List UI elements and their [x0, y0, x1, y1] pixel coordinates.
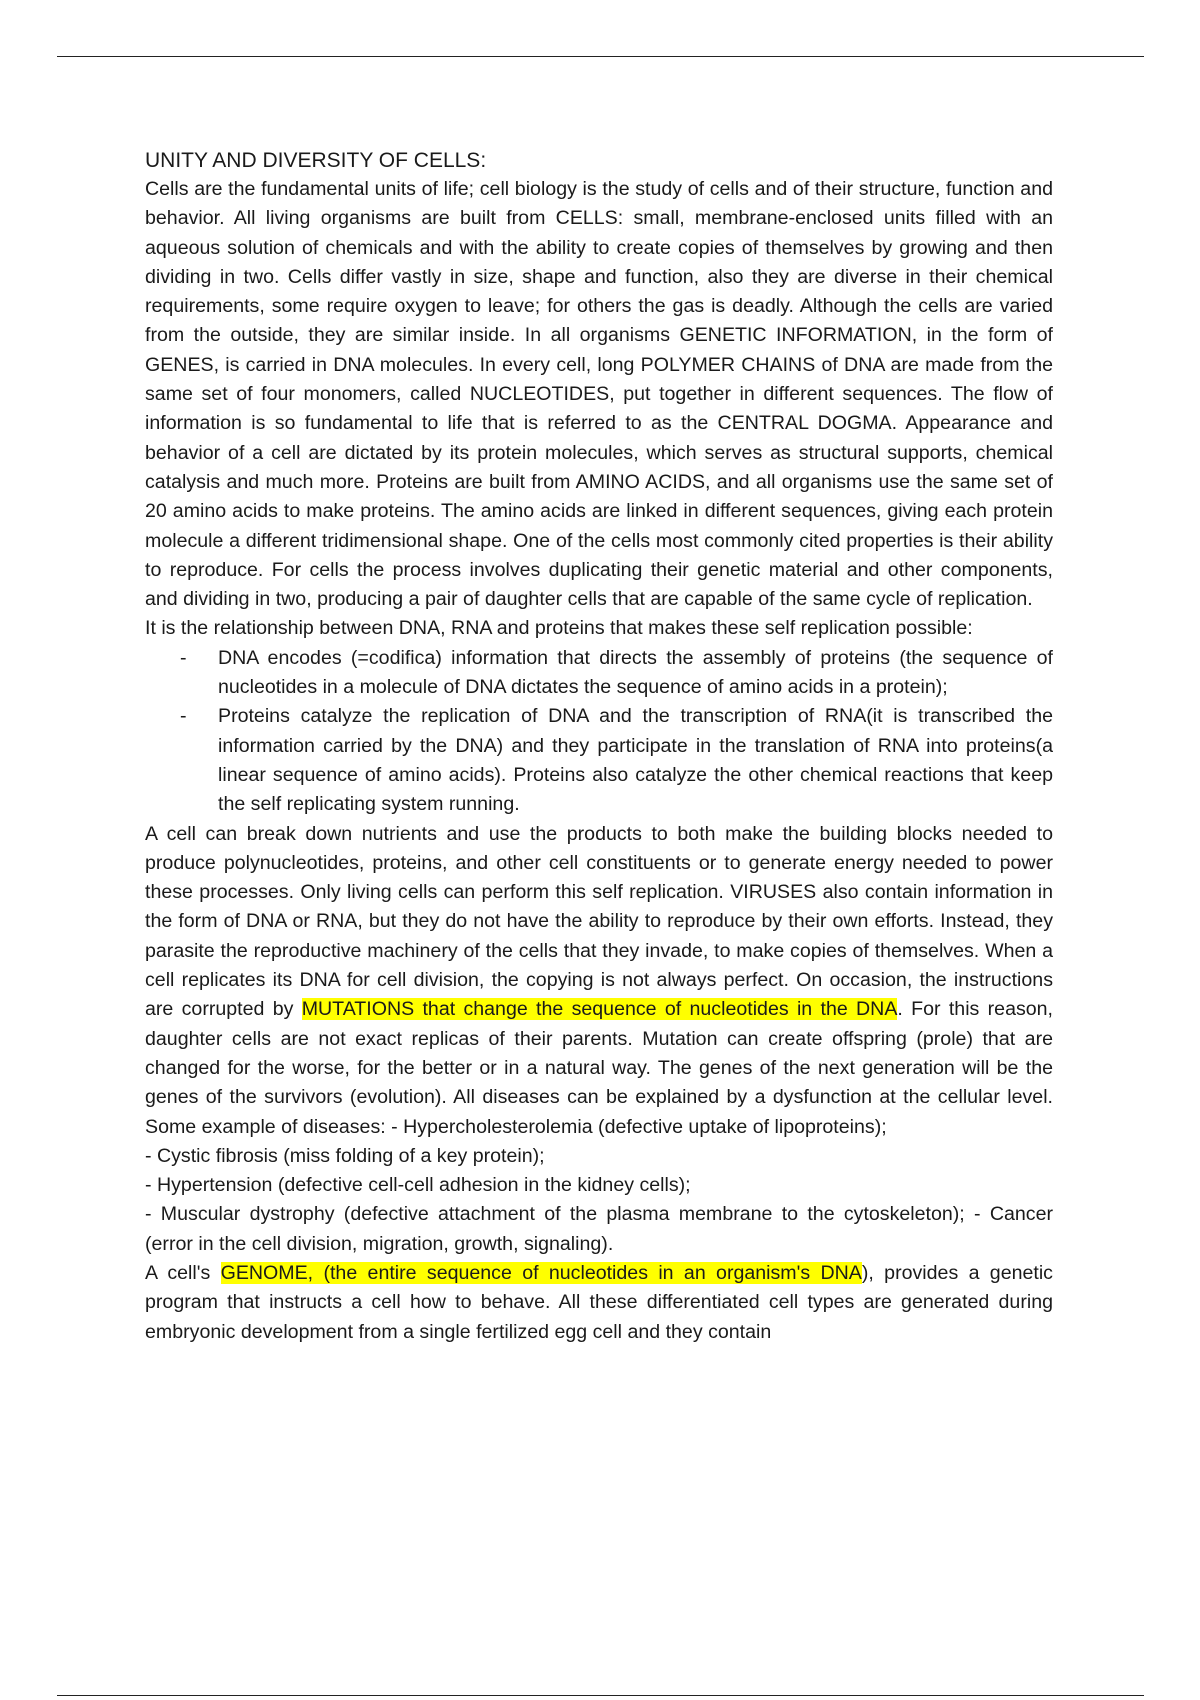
section-title: UNITY AND DIVERSITY OF CELLS: — [145, 149, 487, 172]
relationship-paragraph: It is the relationship between DNA, RNA and proteins that makes these self replication possible: — [145, 617, 973, 640]
disease-cystic-fibrosis: - Cystic fibrosis (miss folding of a key protein); — [145, 1144, 545, 1167]
list-item: - Proteins catalyze the replication of DNA and the transcription of RNA(it is transcribed the information carried by the DNA) and they participate in the translation of RNA into proteins(a linear sequence of amino acids). Proteins also catalyze the other chemical reactions that keep the self replicating system running. — [218, 702, 1053, 819]
genome-paragraph — [145, 1259, 1053, 1347]
top-rule — [57, 56, 1144, 57]
mutation-text-before: A cell can break down nutrients and use the products to both make the building blocks needed to produce polynucleotides, proteins, and other cell constituents or to generate energy needed to power these processes. Only living cells can perform this self replication. VIRUSES also contain information in the form of DNA or RNA, but they do not have the ability to reproduce by their own efforts. Instead, they parasite the reproductive machinery of the cells that they invade, to make copies of themselves. When a cell replicates its DNA for cell division, the copying is not always perfect. On occasion, the instructions are corrupted by — [145, 822, 1053, 1021]
mutation-paragraph — [145, 820, 1053, 1142]
genome-highlight: GENOME, (the entire sequence of nucleotides in an organism's DNA — [220, 1261, 862, 1284]
disease-hypertension: - Hypertension (defective cell-cell adhesion in the kidney cells); — [145, 1174, 691, 1197]
relationship-list — [145, 644, 1053, 820]
bottom-rule — [57, 1695, 1144, 1696]
intro-paragraph: Cells are the fundamental units of life; cell biology is the study of cells and of their structure, function and behavior. All living organisms are built from CELLS: small, membrane-enclosed units filled with an aqueous solution of chemicals and with the ability to create copies of themselves by growing and then dividing in two. Cells differ vastly in size, shape and function, also they are diverse in their chemical requirements, some require oxygen to leave; for others the gas is deadly. Although the cells are varied from the outside, they are similar inside. In all organisms GENETIC INFORMATION, in the form of GENES, is carried in DNA molecules. In every cell, long POLYMER CHAINS of DNA are made from the same set of four monomers, called NUCLEOTIDES, put together in different sequences. The flow of information is so fundamental to life that is referred to as the CENTRAL DOGMA. Appearance and behavior of a cell are dictated by its protein molecules, which serves as structural supports, chemical catalysis and much more. Proteins are built from AMINO ACIDS, and all organisms use the same set of 20 amino acids to make proteins. The amino acids are linked in different sequences, giving each protein molecule a different tridimensional shape. One of the cells most commonly cited properties is their ability to reproduce. For cells the process involves duplicating their genetic material and other components, and dividing in two, producing a pair of daughter cells that are capable of the same cycle of replication. — [145, 178, 1053, 611]
document-page — [145, 146, 1053, 1347]
genome-text-after: ), provides a genetic program that instructs a cell how to behave. All these differentiated cell types are generated during embryonic development from a single fertilized egg cell and they contain — [145, 1261, 1053, 1343]
mutation-text-after: . For this reason, daughter cells are not exact replicas of their parents. Mutation can create offspring (prole) that are changed for the worse, for the better or in a natural way. The genes of the next generation will be the genes of the survivors (evolution). All diseases can be explained by a dysfunction at the cellular level. Some example of diseases: - Hypercholesterolemia (defective uptake of lipoproteins); — [145, 998, 1053, 1138]
disease-muscular-dystrophy: - Muscular dystrophy (defective attachment of the plasma membrane to the cytoskeleton); - Cancer (error in the cell division, migration, growth, signaling). — [145, 1203, 1053, 1255]
mutation-highlight: MUTATIONS that change the sequence of nucleotides in the DNA — [301, 998, 898, 1021]
list-item: - DNA encodes (=codifica) information that directs the assembly of proteins (the sequence of nucleotides in a molecule of DNA dictates the sequence of amino acids in a protein); — [218, 644, 1053, 703]
genome-text-before: A cell's — [145, 1261, 221, 1284]
